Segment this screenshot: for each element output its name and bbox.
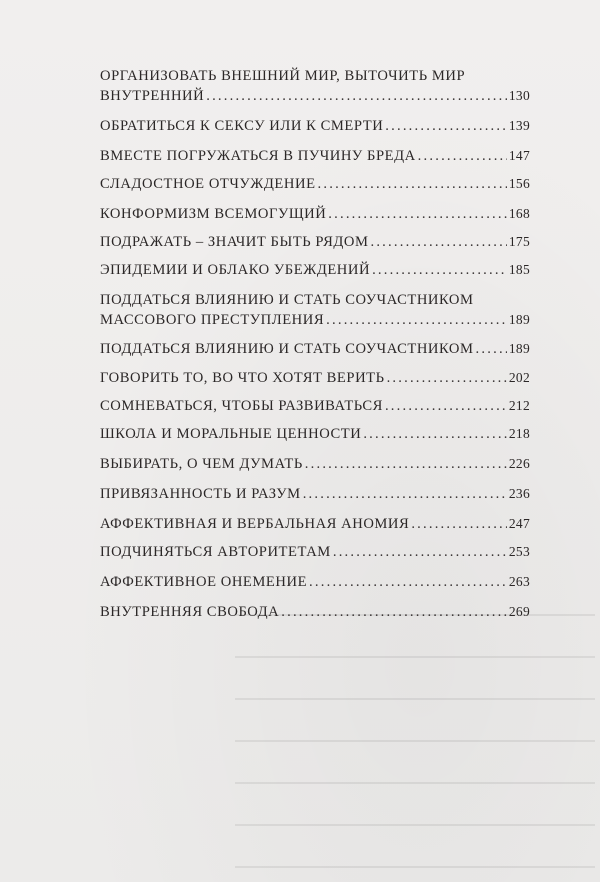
toc-entry-line — [100, 572, 530, 592]
toc-entry — [100, 484, 530, 504]
toc-entry-title: ШКОЛА И МОРАЛЬНЫЕ ЦЕННОСТИ — [100, 426, 362, 442]
toc-page-number: 168 — [508, 206, 530, 221]
toc-entry-line — [100, 146, 530, 166]
toc-entry-title: ПРИВЯЗАННОСТЬ И РАЗУМ — [100, 486, 301, 502]
toc-entry-title: ПОДЧИНЯТЬСЯ АВТОРИТЕТАМ — [100, 544, 331, 560]
toc-entry — [100, 514, 530, 534]
toc-entry-line — [100, 290, 530, 310]
dot-leader — [309, 572, 507, 592]
toc-entry-line — [100, 514, 530, 534]
dot-leader — [476, 339, 507, 359]
toc-page-number: 236 — [508, 486, 530, 501]
toc-entry-line — [100, 232, 530, 252]
toc-entry-line — [100, 602, 530, 622]
toc-entry-title: ВНУТРЕННЯЯ СВОБОДА — [100, 604, 280, 620]
toc-entry-title: ПОДДАТЬСЯ ВЛИЯНИЮ И СТАТЬ СОУЧАСТНИКОМ — [100, 292, 474, 308]
toc-entry-title: ОБРАТИТЬСЯ К СЕКСУ ИЛИ К СМЕРТИ — [100, 118, 384, 134]
toc-entry — [100, 572, 530, 592]
toc-entry — [100, 204, 530, 224]
bleed-through-texture — [235, 600, 595, 870]
toc-entry-title: ЭПИДЕМИИ И ОБЛАКО УБЕЖДЕНИЙ — [100, 262, 371, 278]
dot-leader — [411, 514, 507, 534]
toc-entry-title: ОРГАНИЗОВАТЬ ВНЕШНИЙ МИР, ВЫТОЧИТЬ МИР — [100, 68, 466, 84]
toc-page-number: 156 — [508, 176, 530, 191]
dot-leader — [385, 396, 507, 416]
toc-page-number: 185 — [508, 262, 530, 277]
toc-entry-title: КОНФОРМИЗМ ВСЕМОГУЩИЙ — [100, 206, 327, 222]
dot-leader — [363, 424, 507, 444]
toc-entry-line — [100, 260, 530, 280]
toc-page-number: 189 — [508, 312, 530, 327]
toc-entry-title: ПОДРАЖАТЬ – ЗНАЧИТ БЫТЬ РЯДОМ — [100, 234, 369, 250]
toc-entry — [100, 146, 530, 166]
toc-entry — [100, 66, 530, 106]
toc-entry-title: ГОВОРИТЬ ТО, ВО ЧТО ХОТЯТ ВЕРИТЬ — [100, 370, 385, 386]
toc-entry-line — [100, 116, 530, 136]
dot-leader — [281, 602, 507, 622]
toc-page-number: 263 — [508, 574, 530, 589]
toc-page-number: 226 — [508, 456, 530, 471]
toc-entry — [100, 174, 530, 194]
toc-entry-title: АФФЕКТИВНОЕ ОНЕМЕНИЕ — [100, 574, 308, 590]
toc-entry — [100, 602, 530, 622]
toc-entry-line — [100, 484, 530, 504]
toc-entry — [100, 116, 530, 136]
toc-entry-line — [100, 454, 530, 474]
toc-entry — [100, 454, 530, 474]
toc-entry — [100, 424, 530, 444]
toc-entry-line — [100, 542, 530, 562]
toc-page-number: 218 — [508, 426, 530, 441]
dot-leader — [418, 146, 507, 166]
toc-entry-title: ВЫБИРАТЬ, О ЧЕМ ДУМАТЬ — [100, 456, 303, 472]
toc-page-number: 247 — [508, 516, 530, 531]
toc-entry — [100, 368, 530, 388]
toc-entry — [100, 290, 530, 330]
toc-page-number: 130 — [508, 88, 530, 103]
dot-leader — [305, 454, 507, 474]
dot-leader — [326, 310, 507, 330]
dot-leader — [387, 368, 507, 388]
toc-page-number: 253 — [508, 544, 530, 559]
toc-entry-line — [100, 86, 530, 106]
toc-entry-line — [100, 424, 530, 444]
dot-leader — [318, 174, 507, 194]
dot-leader — [385, 116, 507, 136]
toc-page-number: 139 — [508, 118, 530, 133]
dot-leader — [328, 204, 507, 224]
toc-page-number: 269 — [508, 604, 530, 619]
toc-entry — [100, 396, 530, 416]
toc-entry-line — [100, 174, 530, 194]
toc-entry-line — [100, 66, 530, 86]
toc-entry-title: ВМЕСТЕ ПОГРУЖАТЬСЯ В ПУЧИНУ БРЕДА — [100, 148, 416, 164]
toc-page-number: 212 — [508, 398, 530, 413]
toc-page-number: 189 — [508, 341, 530, 356]
dot-leader — [333, 542, 507, 562]
toc-entry — [100, 542, 530, 562]
toc-entry-line — [100, 396, 530, 416]
dot-leader — [206, 86, 507, 106]
toc-entry-title: АФФЕКТИВНАЯ И ВЕРБАЛЬНАЯ АНОМИЯ — [100, 516, 410, 532]
toc-entry — [100, 260, 530, 280]
dot-leader — [372, 260, 507, 280]
dot-leader — [303, 484, 507, 504]
toc-entry — [100, 232, 530, 252]
toc-page-number: 147 — [508, 148, 530, 163]
toc-entry-line — [100, 339, 530, 359]
toc-entry-line — [100, 368, 530, 388]
toc-entry-line — [100, 204, 530, 224]
toc-entry-title: ПОДДАТЬСЯ ВЛИЯНИЮ И СТАТЬ СОУЧАСТНИКОМ — [100, 341, 474, 357]
toc-entry-title: СЛАДОСТНОЕ ОТЧУЖДЕНИЕ — [100, 176, 316, 192]
toc-entry — [100, 339, 530, 359]
toc-page-number: 202 — [508, 370, 530, 385]
toc-page-number: 175 — [508, 234, 530, 249]
toc-entry-line — [100, 310, 530, 330]
toc-entry-title: СОМНЕВАТЬСЯ, ЧТОБЫ РАЗВИВАТЬСЯ — [100, 398, 383, 414]
dot-leader — [370, 232, 506, 252]
toc-entry-title: ВНУТРЕННИЙ — [100, 88, 205, 104]
toc-entry-title: МАССОВОГО ПРЕСТУПЛЕНИЯ — [100, 312, 325, 328]
